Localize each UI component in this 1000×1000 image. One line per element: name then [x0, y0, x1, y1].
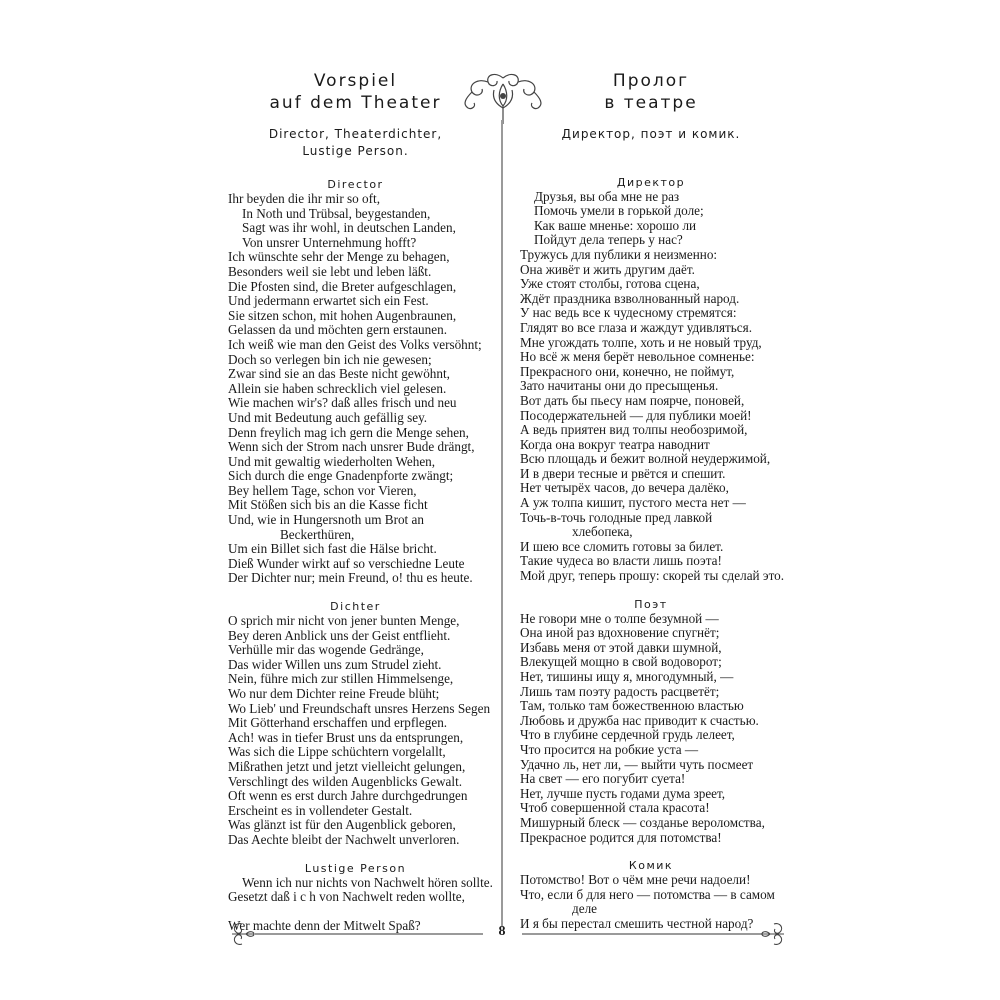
russian-komik-speech [520, 859, 782, 931]
floral-ornament-icon [458, 70, 548, 124]
german-column [228, 70, 493, 948]
verse-line: Doch so verlegen bin ich nie gewesen; [228, 351, 432, 367]
verse-line: Sich durch die enge Gnadenpforte zwängt; [228, 468, 454, 484]
verse-line [228, 905, 483, 920]
verse-line: Verschlingt des wilden Augenblicks Gewalt. [228, 773, 463, 789]
russian-cast-list: Директор, поэт и комик. [561, 127, 741, 141]
verse-line: Уже стоят столбы, готова сцена, [520, 276, 700, 292]
verse-line: Und, wie in Hungersnoth um Brot an [228, 512, 424, 528]
verse-line: Прекрасное родится для потомства! [520, 829, 722, 845]
verse-line: Ich weiß wie man den Geist des Volks versöhnt; [228, 336, 482, 352]
verse-line: Избавь меня от этой давки шумной, [520, 639, 722, 655]
russian-title: Пролог в театре [604, 71, 698, 113]
german-dichter-speech [228, 600, 491, 848]
verse-line: Мой друг, теперь прошу: скорей ты сделай это. [520, 568, 785, 584]
verse-line: Что, если б для него — потомства — в самом [520, 886, 775, 902]
verse-line: Ждёт праздника взволнованный народ. [520, 290, 740, 306]
speaker-name: Директор [616, 175, 686, 189]
verse-line: Помочь умели в горькой доле; [534, 203, 704, 219]
verse-line: Зато начитаны они до пресыщенья. [520, 378, 719, 394]
verse-line: Влекущей мощно в свой водоворот; [520, 654, 722, 670]
verse-line: И я бы перестал смешить честной народ? [520, 915, 754, 931]
footer-rule-left [255, 933, 483, 935]
verse-line: Nein, führe mich zur stillen Himmelsenge, [228, 671, 454, 687]
verse-line: Не говори мне о толпе безумной — [520, 610, 719, 626]
verse-line: У нас ведь все к чудесному стремятся: [520, 305, 737, 321]
verse-line: Что просится на робкие уста — [520, 741, 699, 757]
verse-line: И шею все сломить готовы за билет. [520, 538, 724, 554]
verse-line: И в двери тесные и рвётся и спешит. [520, 465, 726, 481]
verse-line: Тружусь для публики я неизменно: [520, 246, 718, 262]
verse-line: Как ваше мненье: хорошо ли [534, 217, 697, 233]
verse-line: Das wider Willen uns zum Strudel zieht. [228, 656, 442, 672]
verse-line: Dieß Wunder wirkt auf so verschiedne Leute [228, 555, 465, 571]
verse-line: Ihr beyden die ihr mir so oft, [228, 191, 380, 206]
verse-line: Wo nur dem Dichter reine Freude blüht; [228, 686, 440, 701]
verse-line: Посодержательней — для публики моей! [520, 407, 752, 423]
verse-line: Нет четырёх часов, до вечера далёко, [520, 480, 729, 496]
verse-line: Und mit Bedeutung auch gefällig sey. [228, 409, 428, 425]
verse-line: Такие чудеса во власти лишь поэта! [520, 553, 722, 569]
verse-line: Beckerthüren, [280, 526, 355, 542]
verse-line: Ich wünschte sehr der Menge zu behagen, [228, 249, 450, 265]
verse-line: Ach! was in tiefer Brust uns da entsprungen, [228, 729, 464, 745]
verse-line: Потомство! Вот о чём мне речи надоели! [520, 872, 751, 888]
verse-line: Нет, тишины ищу я, многодумный, — [520, 669, 734, 684]
verse-line: Она живёт и жить другим даёт. [520, 261, 695, 277]
speaker-name: Director [327, 178, 384, 191]
verse-line: Sagt was ihr wohl, in deutschen Landen, [242, 220, 456, 236]
verse-line: Sie sitzen schon, mit hohen Augenbraunen, [228, 307, 457, 323]
verse-line: Любовь и дружба нас приводит к счастью. [520, 712, 759, 728]
verse-line: Лишь там поэту радость расцветёт; [520, 683, 720, 699]
verse-line: Мне угождать толпе, хоть и не новый труд, [520, 334, 762, 350]
verse-line: Was glänzt ist für den Augenblick geboren, [228, 817, 456, 833]
verse-line: Вот дать бы пьесу нам поярче, поновей, [520, 392, 745, 408]
german-title: Vorspiel auf dem Theater [269, 71, 442, 113]
speaker-name: Комик [628, 859, 674, 873]
verse-line: Wo Lieb' und Freundschaft unsres Herzens Segen [228, 700, 491, 716]
verse-line: Wenn sich der Strom nach unsrer Bude drängt, [228, 439, 475, 455]
verse-line: Allein sie haben schrecklich viel gelesen. [228, 380, 447, 396]
verse-line: In Noth und Trübsal, beygestanden, [242, 205, 431, 221]
verse-line: Denn freylich mag ich gern die Menge sehen, [228, 424, 469, 440]
speaker-name: Dichter [330, 600, 381, 614]
german-cast-list: Director, Theaterdichter, Lustige Person. [268, 127, 443, 158]
russian-poet-speech [520, 598, 782, 846]
verse-line: Erscheint es in vollendeter Gestalt. [228, 802, 413, 818]
verse-line: Там, только там божественною властью [520, 698, 744, 714]
verse-line: Mißrathen jetzt und jetzt vielleicht gelungen, [228, 758, 466, 774]
corner-ornament-icon [760, 920, 788, 948]
verse-line: Wenn ich nur nichts von Nachwelt hören sollte. [242, 874, 493, 890]
speaker-name: Lustige Person [304, 861, 407, 875]
verse-line: деле [572, 901, 597, 917]
german-director-speech [228, 178, 483, 586]
german-lustige-speech [228, 861, 493, 934]
verse-line: А уж толпа кишит, пустого места нет — [520, 495, 746, 511]
verse-line: Пойдут дела теперь у нас? [534, 232, 683, 248]
verse-line: Verhülle mir das wogende Gedränge, [228, 642, 424, 658]
verse-line: Gelassen da und möchten gern erstaunen. [228, 322, 447, 338]
verse-line: Besonders weil sie lebt und leben läßt. [228, 263, 432, 279]
speaker-name: Поэт [634, 597, 668, 611]
verse-line: Прекрасного они, конечно, не поймут, [520, 363, 735, 379]
page-number: 8 [498, 924, 506, 939]
verse-line: Она иной раз вдохновение спугнёт; [520, 625, 720, 641]
verse-line: Что в глубине сердечной грудь лелеет, [520, 727, 735, 743]
verse-line: Oft wenn es erst durch Jahre durchgedrungen [228, 788, 468, 804]
verse-line: Глядят во все глаза и жаждут удивляться. [520, 319, 753, 335]
verse-line: O sprich mir nicht von jener bunten Menge, [228, 613, 460, 629]
verse-line: Чтоб совершенной стала красота! [520, 800, 710, 816]
verse-line: Mit Götterhand erschaffen und erpflegen. [228, 715, 448, 731]
verse-line: На свет — его погубит суета! [520, 771, 686, 787]
verse-line: Точь-в-точь голодные пред лавкой [520, 509, 713, 525]
verse-line: Когда она вокруг театра наводнит [520, 436, 710, 452]
russian-column [520, 70, 785, 946]
verse-line: Всю площадь и бежит волной неудержимой, [520, 451, 771, 467]
verse-line: Нет, лучше пусть годами дума зреет, [520, 785, 726, 801]
verse-line: Друзья, вы оба мне не раз [534, 188, 680, 204]
verse-line: Wer machte denn der Mitwelt Spaß? [228, 918, 421, 934]
corner-ornament-icon [228, 920, 256, 948]
verse-line: Die Pfosten sind, die Breter aufgeschlagen, [228, 278, 457, 294]
verse-line: Von unsrer Unternehmung hofft? [242, 234, 417, 250]
verse-line: Und jedermann erwartet sich ein Fest. [228, 293, 429, 309]
verse-line: Мишурный блеск — созданье вероломства, [520, 814, 765, 830]
verse-line: Bey deren Anblick uns der Geist entflieht. [228, 627, 451, 643]
column-divider [501, 120, 503, 926]
verse-line: Удачно ль, нет ли, — выйти чуть посмеет [520, 756, 754, 772]
verse-line: Der Dichter nur; mein Freund, o! thu es heute. [228, 570, 473, 586]
verse-line: Das Aechte bleibt der Nachwelt unverloren. [228, 831, 460, 847]
verse-line: Но всё ж меня берёт невольное сомненье: [520, 349, 755, 365]
verse-line: А ведь приятен вид толпы необозримой, [520, 422, 748, 438]
verse-line: Zwar sind sie an das Beste nicht gewöhnt, [228, 366, 450, 382]
verse-line: Und mit gewaltig wiederholten Wehen, [228, 453, 436, 469]
verse-line: Um ein Billet sich fast die Hälse bricht. [228, 541, 437, 557]
verse-line: хлебопека, [572, 524, 633, 540]
verse-line: Gesetzt daß i c h von Nachwelt reden wollte, [228, 889, 465, 905]
verse-line: Wie machen wir's? daß alles frisch und neu [228, 395, 457, 411]
verse-line: Bey hellem Tage, schon vor Vieren, [228, 482, 417, 498]
verse-line: Mit Stößen sich bis an die Kasse ficht [228, 497, 428, 513]
footer-rule-right [522, 933, 762, 935]
verse-line: Was sich die Lippe schüchtern vorgelallt, [228, 744, 446, 760]
russian-director-speech [520, 175, 785, 584]
